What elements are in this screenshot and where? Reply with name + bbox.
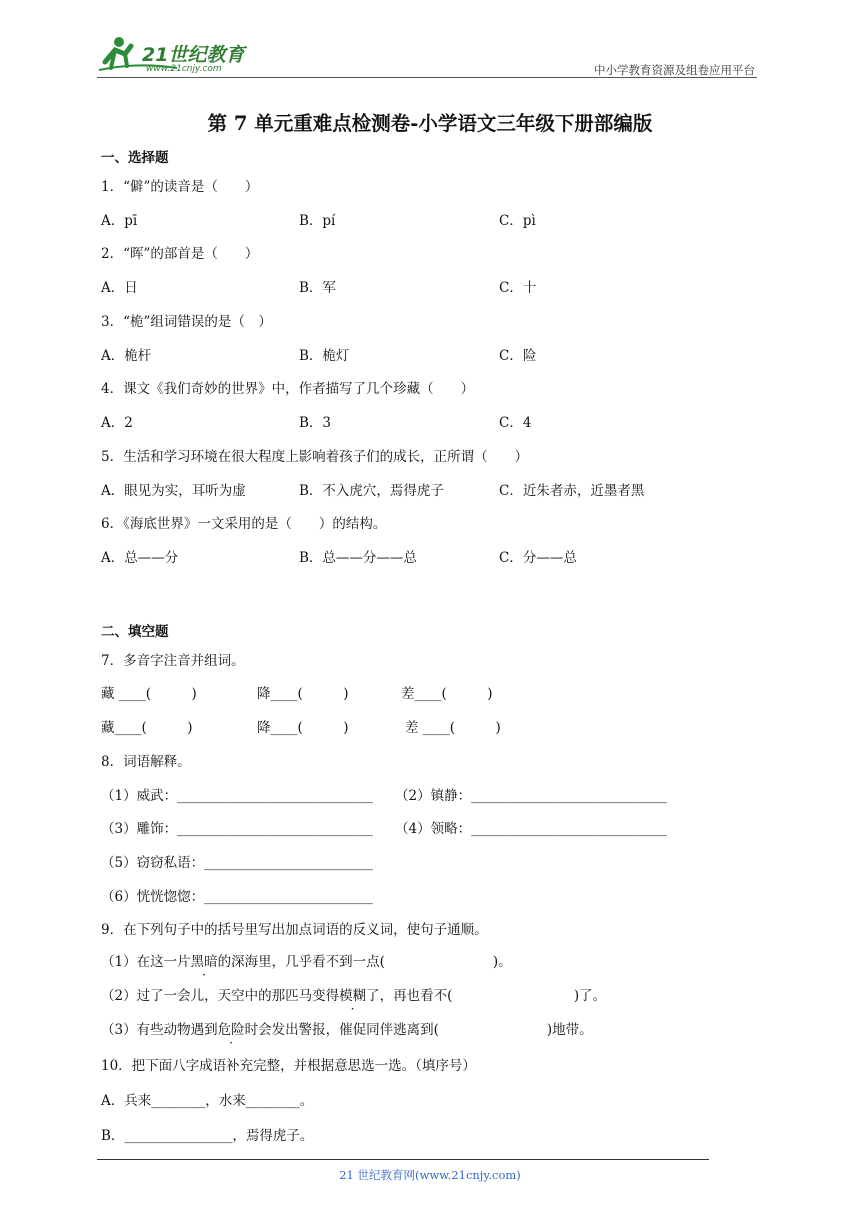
sentence-text: （3）有些动物遇到 (101, 1022, 218, 1038)
question-2-stem: 2．“晖”的部首是（ ） (101, 246, 259, 262)
sentence-text: 的深海里，几乎看不到一点( )。 (217, 954, 512, 970)
question-7-row2-col3: 差 ____( ) (405, 720, 501, 736)
question-10-item-a: A．兵来________，水来________。 (101, 1093, 314, 1109)
dotted-word: 黑暗 (190, 954, 218, 970)
question-3-option-b: B．桅灯 (299, 348, 350, 364)
page-title: 第 7 单元重难点检测卷-小学语文三年级下册部编版 (207, 112, 653, 135)
question-2-option-b: B．军 (299, 280, 336, 296)
question-9-sentence-3 (101, 1018, 593, 1038)
question-6-option-b: B．总——分——总 (299, 550, 417, 566)
header-platform-text: 中小学教育资源及组卷应用平台 (594, 63, 755, 77)
question-2-option-c: C．十 (499, 280, 537, 296)
question-8-item-6: （6）恍恍惚惚：_________________________ (101, 889, 373, 905)
logo-url: www.21cnjy.com (146, 64, 222, 74)
question-4-option-c: C．4 (499, 415, 532, 431)
question-3-option-a: A．桅杆 (101, 348, 152, 364)
question-7-row2-col2: 降____( ) (257, 720, 349, 736)
dotted-word: 危险 (217, 1022, 245, 1038)
question-3-stem: 3．“桅”组词错误的是（ ） (101, 314, 272, 330)
question-4-stem: 4．课文《我们奇妙的世界》中，作者描写了几个珍藏（ ） (101, 381, 475, 397)
question-5-option-c: C．近朱者赤，近墨者黑 (499, 483, 645, 499)
question-10-stem: 10．把下面八字成语补充完整，并根据意思选一选。（填序号） (101, 1058, 476, 1074)
question-5-option-b: B．不入虎穴，焉得虎子 (299, 483, 444, 499)
header-divider (97, 77, 757, 78)
question-8-stem: 8．词语解释。 (101, 754, 191, 770)
question-1-option-b: B．pí (299, 213, 336, 229)
question-8-item-5: （5）窃窃私语：_________________________ (101, 855, 373, 871)
question-1-stem: 1．“僻”的读音是（ ） (101, 179, 259, 195)
question-6-option-c: C．分——总 (499, 550, 577, 566)
sentence-text: （2）过了一会儿，天空中的那匹马变得 (101, 988, 340, 1004)
section-heading-choice: 一、选择题 (101, 150, 169, 166)
dotted-word: 模糊 (339, 988, 367, 1004)
question-2-option-a: A．日 (101, 280, 138, 296)
question-7-row2-col1: 藏____( ) (101, 720, 193, 736)
question-1-option-c: C．pì (499, 213, 536, 229)
question-4-option-b: B．3 (299, 415, 332, 431)
question-3-option-c: C．险 (499, 348, 537, 364)
question-8-item-3: （3）雕饰：_____________________________ (101, 821, 373, 837)
question-8-item-2: （2）镇静：_____________________________ (395, 788, 667, 804)
question-7-row1-col3: 差____( ) (401, 686, 493, 702)
question-10-item-b: B．________________，焉得虎子。 (101, 1128, 314, 1144)
question-4-option-a: A．2 (101, 415, 133, 431)
question-6-option-a: A．总——分 (101, 550, 179, 566)
logo-text: 21世纪教育 (142, 44, 245, 66)
question-6-stem: 6．《海底世界》一文采用的是（ ）的结构。 (101, 516, 387, 532)
question-9-sentence-2 (101, 984, 606, 1004)
question-9-sentence-1 (101, 950, 512, 970)
footer-link[interactable]: 21 世纪教育网(www.21cnjy.com) (339, 1168, 521, 1182)
question-5-option-a: A．眼见为实，耳听为虚 (101, 483, 246, 499)
section-heading-fill: 二、填空题 (101, 624, 169, 640)
question-9-stem: 9．在下列句子中的括号里写出加点词语的反义词，使句子通顺。 (101, 922, 488, 938)
question-1-option-a: A．pī (101, 213, 138, 229)
sentence-text: 时会发出警报，催促同伴逃离到( )地带。 (244, 1022, 593, 1038)
question-5-stem: 5．生活和学习环境在很大程度上影响着孩子们的成长，正所谓（ ） (101, 449, 529, 465)
footer-divider (97, 1159, 709, 1160)
question-7-row1-col2: 降____( ) (257, 686, 349, 702)
question-8-item-1: （1）威武：_____________________________ (101, 788, 373, 804)
sentence-text: （1）在这一片 (101, 954, 191, 970)
question-8-item-4: （4）领略：_____________________________ (395, 821, 667, 837)
question-7-stem: 7．多音字注音并组词。 (101, 653, 245, 669)
question-7-row1-col1: 藏 ____( ) (101, 686, 197, 702)
sentence-text: 了，再也看不( )了。 (366, 988, 607, 1004)
